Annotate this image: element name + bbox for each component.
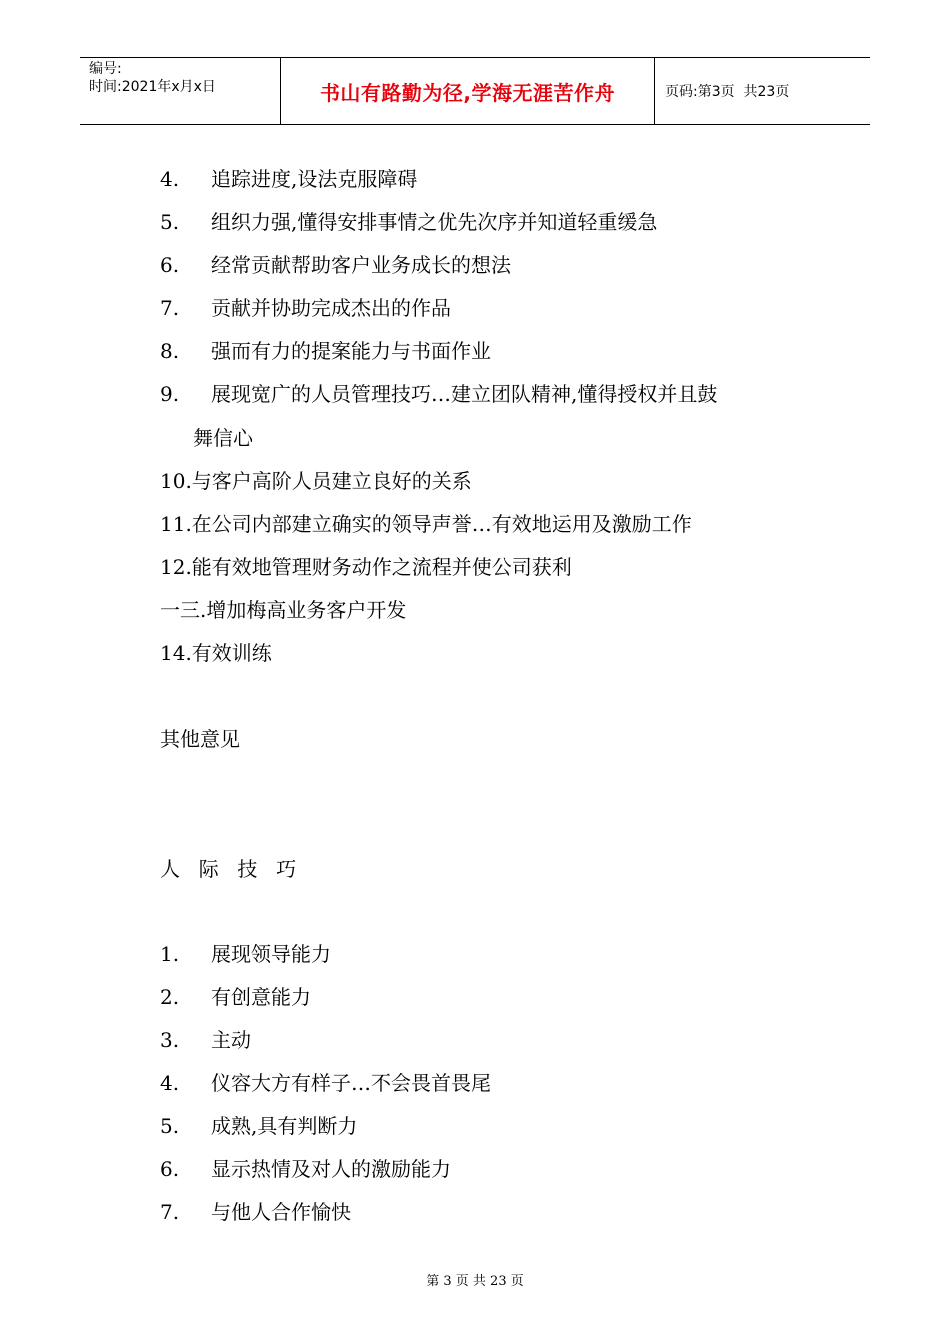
list-item-text: 成熟,具有判断力 — [211, 1114, 358, 1138]
header-meta — [80, 58, 281, 124]
list-item-text: 组织力强,懂得安排事情之优先次序并知道轻重缓急 — [211, 210, 658, 234]
page-info-text: 页码:第3页 共23页 — [665, 84, 790, 100]
list-item-text: 经常贡献帮助客户业务成长的想法 — [211, 253, 511, 277]
list-item — [160, 253, 511, 277]
header-motto: 书山有路勤为径,学海无涯苦作舟 — [281, 58, 655, 124]
list-item — [160, 942, 331, 966]
other-opinions-heading: 其他意见 — [160, 727, 240, 751]
page-header — [80, 57, 870, 125]
list-item-continuation: 舞信心 — [193, 426, 253, 450]
list-item: 10.与客户高阶人员建立良好的关系 — [160, 469, 472, 493]
list-item-number: 7. — [160, 296, 180, 320]
list-item — [160, 210, 657, 234]
page-footer: 第 3 页 共 23 页 — [426, 1274, 524, 1289]
list-item-text: 展现领导能力 — [211, 942, 331, 966]
list-item-number: 3. — [160, 1028, 180, 1052]
list-item: 11.在公司内部建立确实的领导声誉…有效地运用及激励工作 — [160, 512, 692, 536]
list-item-number: 4. — [160, 167, 180, 191]
list-item — [160, 1071, 491, 1095]
list-item — [160, 339, 491, 363]
list-item — [160, 1114, 357, 1138]
list-item — [160, 167, 417, 191]
list-item: 一三.增加梅高业务客户开发 — [160, 598, 407, 622]
list-item-number: 9. — [160, 382, 180, 406]
serial-label: 编号: — [89, 61, 122, 77]
list-item — [160, 296, 451, 320]
list-item-text: 展现宽广的人员管理技巧…建立团队精神,懂得授权并且鼓 — [211, 382, 718, 406]
list-item — [160, 1157, 451, 1181]
list-item: 12.能有效地管理财务动作之流程并使公司获利 — [160, 555, 572, 579]
list-item — [160, 1200, 351, 1224]
list-item-text: 强而有力的提案能力与书面作业 — [211, 339, 491, 363]
list-item — [160, 382, 717, 406]
list-item — [160, 985, 311, 1009]
list-item-number: 2. — [160, 985, 180, 1009]
list-item-text: 仪容大方有样子…不会畏首畏尾 — [211, 1071, 491, 1095]
list-item-text: 贡献并协助完成杰出的作品 — [211, 296, 451, 320]
list-item-number: 6. — [160, 253, 180, 277]
list-item-number: 1. — [160, 942, 180, 966]
list-item-text: 有创意能力 — [211, 985, 311, 1009]
list-item-number: 8. — [160, 339, 180, 363]
date-label: 时间:2021年x月x日 — [89, 79, 216, 95]
list-item-number: 6. — [160, 1157, 180, 1181]
list-item-number: 5. — [160, 1114, 180, 1138]
list-item-number: 4. — [160, 1071, 180, 1095]
list-item-text: 主动 — [211, 1028, 251, 1052]
list-item-number: 7. — [160, 1200, 180, 1224]
list-item: 14.有效训练 — [160, 641, 272, 665]
list-item-text: 显示热情及对人的激励能力 — [211, 1157, 451, 1181]
header-page-info — [655, 58, 870, 124]
list-item-text: 与他人合作愉快 — [211, 1200, 351, 1224]
list-item-number: 5. — [160, 210, 180, 234]
list-item — [160, 1028, 251, 1052]
list-item-text: 追踪进度,设法克服障碍 — [211, 167, 418, 191]
section-title: 人 际 技 巧 — [160, 857, 299, 881]
